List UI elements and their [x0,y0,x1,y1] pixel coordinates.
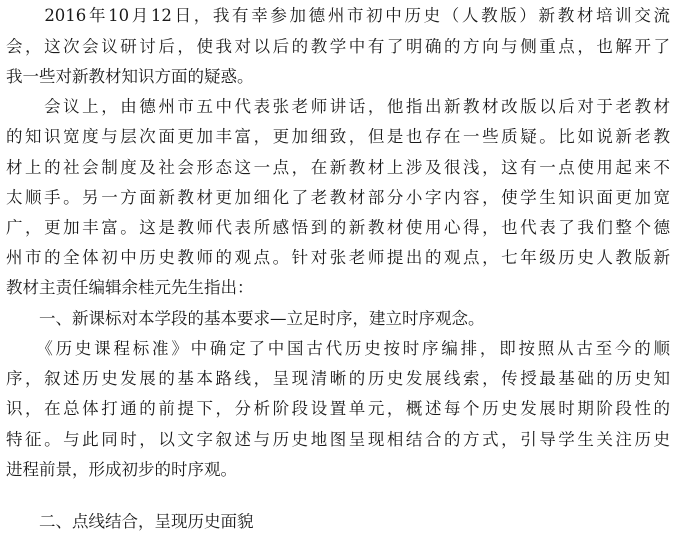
text-line-3: 我一些对新教材知识方面的疑惑。 [6,67,254,86]
section-heading-2: 二、点线结合，呈现历史面貌 [6,512,254,531]
section-heading-1: 一、新课标对本学段的基本要求—立足时序，建立时序观念。 [6,309,485,328]
text-line-2: 会，这次会议研讨后，使我对以后的教学中有了明确的方向与侧重点，也解开了 [6,37,670,56]
text-line-9: 州市的全体初中历史教师的观点。针对张老师提出的观点，七年级历史人教版新 [6,248,670,267]
text-line-12: 《历史课程标准》中确定了中国古代历史按时序编排，即按照从古至今的顺 [6,339,670,358]
text-line-14: 识，在总体打通的前提下，分析阶段设置单元，概述每个历史发展时期阶段性的 [6,399,670,418]
text-line-5: 的知识宽度与层次面更加丰富，更加细致，但是也存在一些质疑。比如说新老教 [6,127,670,146]
text-line-6: 材上的社会制度及社会形态这一点，在新教材上涉及很浅，这有一点使用起来不 [6,158,670,177]
text-line-8: 广，更加丰富。这是教师代表所感悟到的新教材使用心得，也代表了我们整个德 [6,218,670,237]
text-line-7: 太顺手。另一方面新教材更加细化了老教材部分小字内容，使学生知识面更加宽 [6,188,670,207]
text-line-4: 会议上，由德州市五中代表张老师讲话，他指出新教材改版以后对于老教材 [6,97,670,116]
text-line-13: 序，叙述历史发展的基本路线，呈现清晰的历史发展线索，传授最基础的历史知 [6,369,670,388]
text-line-10: 教材主责任编辑余桂元先生指出： [6,278,254,297]
text-line-15: 特征。与此同时，以文字叙述与历史地图呈现相结合的方式，引导学生关注历史 [6,430,670,449]
text-line-1: 2016年10月12日，我有幸参加德州市初中历史（人教版）新教材培训交流 [6,6,670,25]
text-line-16: 进程前景，形成初步的时序观。 [6,460,237,479]
